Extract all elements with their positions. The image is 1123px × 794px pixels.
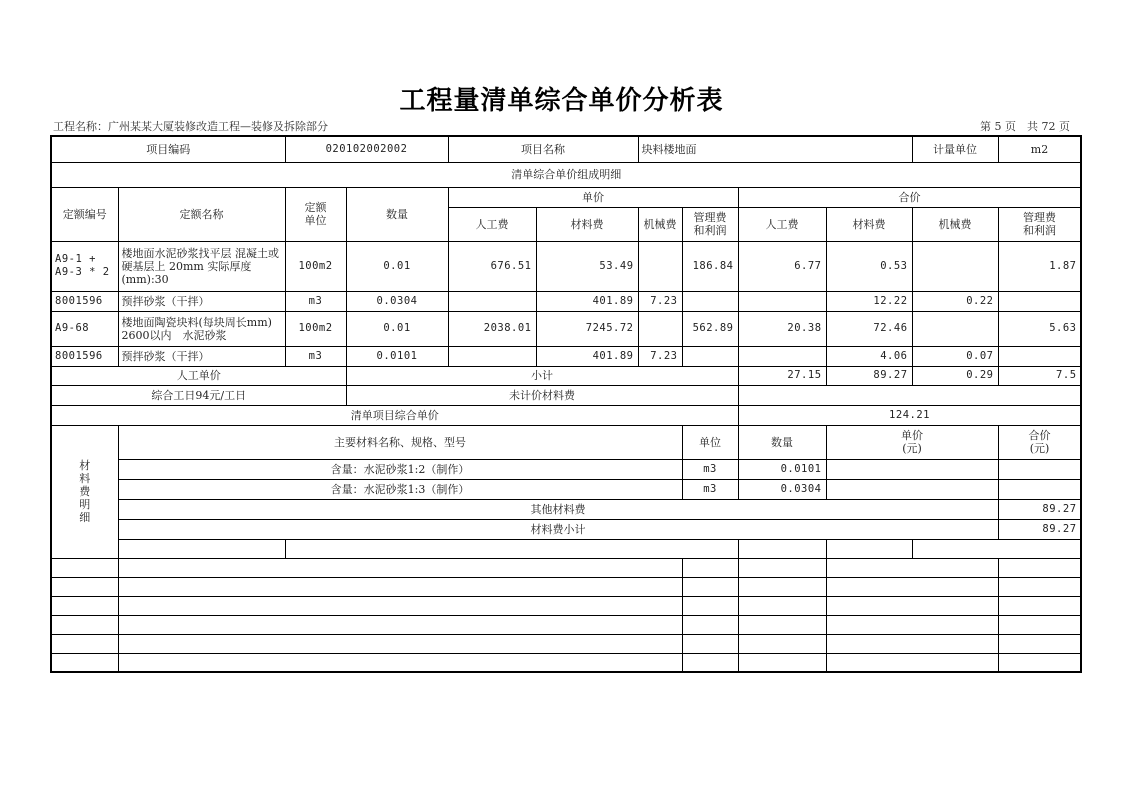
row-t-material: 72.46	[826, 311, 912, 346]
labor-price-value: 综合工日94元/工日	[51, 385, 346, 405]
unpriced-row	[51, 385, 1081, 405]
row-qty: 0.0304	[346, 291, 448, 311]
row-u-labor: 676.51	[448, 241, 536, 291]
row-code: A9-1 + A9-3 * 2	[51, 241, 118, 291]
material-header-row	[51, 425, 1081, 459]
row-t-labor	[738, 346, 826, 366]
other-material-value: 89.27	[998, 499, 1081, 519]
table-row	[51, 241, 1081, 291]
col-u-mgmt: 管理费 和利润	[682, 207, 738, 241]
table-row	[51, 291, 1081, 311]
row-t-labor	[738, 291, 826, 311]
blank-row	[51, 615, 1081, 634]
row-qty: 0.01	[346, 311, 448, 346]
row-t-mgmt	[998, 291, 1081, 311]
code-value: 020102002002	[285, 136, 448, 162]
subtotal-mgmt: 7.5	[998, 366, 1081, 385]
material-unit-price-label: 单价 (元)	[826, 425, 998, 459]
material-item-qty: 0.0101	[738, 459, 826, 479]
row-u-material: 53.49	[536, 241, 638, 291]
row-t-machine	[912, 311, 998, 346]
blank-row	[51, 596, 1081, 615]
page-title: 工程量清单综合单价分析表	[399, 86, 724, 116]
material-item-unit: m3	[682, 479, 738, 499]
col-total-price: 合价	[738, 187, 1081, 207]
analysis-table	[50, 135, 1082, 673]
row-unit: m3	[285, 346, 346, 366]
subtotal-material: 89.27	[826, 366, 912, 385]
unpriced-material-label: 未计价材料费	[346, 385, 738, 405]
row-u-material: 7245.72	[536, 311, 638, 346]
row-u-labor	[448, 346, 536, 366]
material-item-unit: m3	[682, 459, 738, 479]
material-item-name: 含量：水泥砂浆1:3（制作）	[118, 479, 682, 499]
code-label: 项目编码	[51, 136, 285, 162]
labor-price-label: 人工单价	[51, 366, 346, 385]
subtotal-label: 小计	[346, 366, 738, 385]
row-code: 8001596	[51, 346, 118, 366]
row-u-mgmt: 186.84	[682, 241, 738, 291]
material-item-row	[51, 479, 1081, 499]
col-t-labor: 人工费	[738, 207, 826, 241]
row-u-mgmt: 562.89	[682, 311, 738, 346]
row-name: 楼地面水泥砂浆找平层 混凝土或硬基层上 20mm 实际厚度(mm):30	[118, 241, 285, 291]
row-code: 8001596	[51, 291, 118, 311]
detail-title-row	[51, 162, 1081, 187]
material-item-row	[51, 459, 1081, 479]
col-t-machine: 机械费	[912, 207, 998, 241]
material-unit-label: 单位	[682, 425, 738, 459]
row-u-labor: 2038.01	[448, 311, 536, 346]
col-u-material: 材料费	[536, 207, 638, 241]
row-name: 预拌砂浆（干拌）	[118, 291, 285, 311]
row-u-mgmt	[682, 346, 738, 366]
col-u-labor: 人工费	[448, 207, 536, 241]
other-material-row	[51, 499, 1081, 519]
blank-row	[51, 653, 1081, 672]
row-u-material: 401.89	[536, 346, 638, 366]
row-name: 楼地面陶瓷块料(每块周长mm) 2600以内 水泥砂浆	[118, 311, 285, 346]
unpriced-material-value	[738, 385, 1081, 405]
col-quota-code: 定额编号	[51, 187, 118, 241]
row-qty: 0.01	[346, 241, 448, 291]
material-subtotal-value: 89.27	[998, 519, 1081, 539]
row-u-machine	[638, 241, 682, 291]
name-label: 项目名称	[448, 136, 638, 162]
material-item-qty: 0.0304	[738, 479, 826, 499]
row-t-mgmt: 5.63	[998, 311, 1081, 346]
page-info: 第 5 页 共 72 页	[980, 120, 1070, 133]
material-subtotal-row	[51, 519, 1081, 539]
row-qty: 0.0101	[346, 346, 448, 366]
composite-row	[51, 405, 1081, 425]
header-row	[51, 136, 1081, 162]
name-value: 块料楼地面	[638, 136, 912, 162]
subtotal-machine: 0.29	[912, 366, 998, 385]
material-side-label: 材 料 费 明 细	[51, 425, 118, 558]
other-material-label: 其他材料费	[118, 499, 998, 519]
unit-value: m2	[998, 136, 1081, 162]
row-t-material: 12.22	[826, 291, 912, 311]
row-unit: m3	[285, 291, 346, 311]
col-t-material: 材料费	[826, 207, 912, 241]
blank-row	[51, 539, 1081, 558]
material-qty-label: 数量	[738, 425, 826, 459]
row-t-material: 0.53	[826, 241, 912, 291]
row-t-mgmt: 1.87	[998, 241, 1081, 291]
material-total-label: 合价 (元)	[998, 425, 1081, 459]
project-name: 工程名称：广州某某大厦装修改造工程—装修及拆除部分	[53, 120, 328, 133]
row-u-machine	[638, 311, 682, 346]
subtotal-labor: 27.15	[738, 366, 826, 385]
row-code: A9-68	[51, 311, 118, 346]
row-u-material: 401.89	[536, 291, 638, 311]
row-t-labor: 6.77	[738, 241, 826, 291]
material-main-label: 主要材料名称、规格、型号	[118, 425, 682, 459]
row-u-mgmt	[682, 291, 738, 311]
col-unit-price: 单价	[448, 187, 738, 207]
detail-title: 清单综合单价组成明细	[51, 162, 1081, 187]
row-unit: 100m2	[285, 311, 346, 346]
row-u-machine: 7.23	[638, 291, 682, 311]
row-t-labor: 20.38	[738, 311, 826, 346]
blank-row	[51, 634, 1081, 653]
row-t-machine: 0.22	[912, 291, 998, 311]
row-name: 预拌砂浆（干拌）	[118, 346, 285, 366]
row-u-machine: 7.23	[638, 346, 682, 366]
col-quantity: 数量	[346, 187, 448, 241]
col-quota-unit: 定额 单位	[285, 187, 346, 241]
col-u-machine: 机械费	[638, 207, 682, 241]
col-t-mgmt: 管理费 和利润	[998, 207, 1081, 241]
material-item-name: 含量：水泥砂浆1:2（制作）	[118, 459, 682, 479]
material-subtotal-label: 材料费小计	[118, 519, 998, 539]
table-row	[51, 346, 1081, 366]
row-unit: 100m2	[285, 241, 346, 291]
row-t-machine: 0.07	[912, 346, 998, 366]
subtotal-row	[51, 366, 1081, 385]
col-quota-name: 定额名称	[118, 187, 285, 241]
row-t-machine	[912, 241, 998, 291]
row-u-labor	[448, 291, 536, 311]
table-row	[51, 311, 1081, 346]
column-header-row-1	[51, 187, 1081, 207]
blank-row	[51, 577, 1081, 596]
row-t-material: 4.06	[826, 346, 912, 366]
row-t-mgmt	[998, 346, 1081, 366]
unit-label: 计量单位	[912, 136, 998, 162]
composite-price-label: 清单项目综合单价	[51, 405, 738, 425]
composite-price-value: 124.21	[738, 405, 1081, 425]
blank-row	[51, 558, 1081, 577]
